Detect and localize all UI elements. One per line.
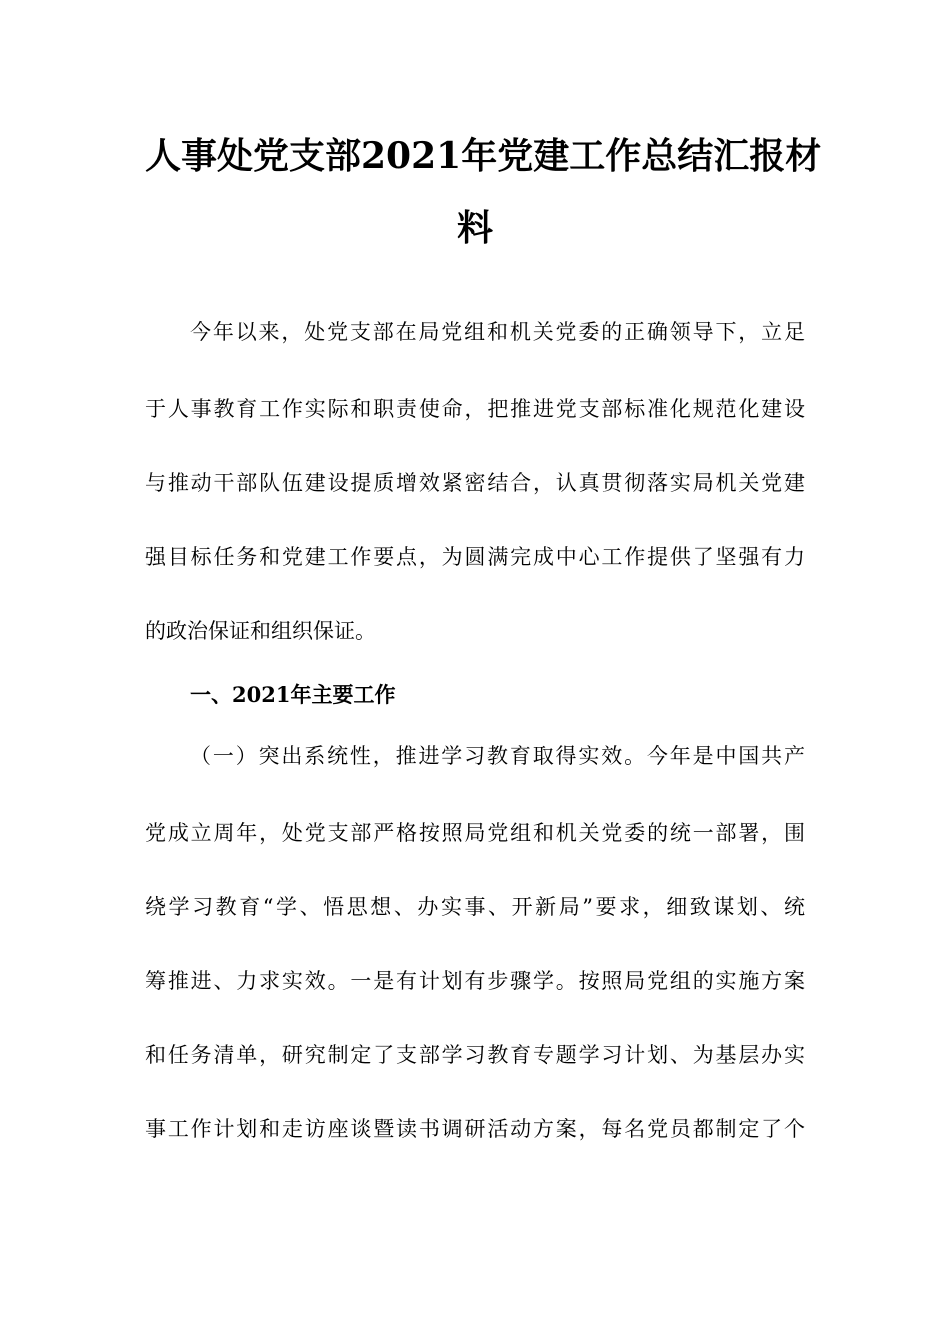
- document-title-line-2: 料: [456, 207, 493, 249]
- subsection-paragraph-line: 事工作计划和走访座谈暨读书调研活动方案，每名党员都制定了个: [145, 1117, 805, 1141]
- intro-paragraph-line: 与推动干部队伍建设提质增效紧密结合，认真贯彻落实局机关党建: [145, 471, 805, 495]
- intro-paragraph-line: 的政治保证和组织保证。: [145, 619, 376, 643]
- intro-paragraph-line: 于人事教育工作实际和职责使命，把推进党支部标准化规范化建设: [145, 397, 805, 421]
- document-title-line-1: 人事处党支部2021年党建工作总结汇报材: [145, 135, 822, 177]
- subsection-paragraph-line: （一）突出系统性，推进学习教育取得实效。今年是中国共产: [190, 744, 805, 768]
- intro-paragraph-line: 今年以来，处党支部在局党组和机关党委的正确领导下，立足: [190, 320, 805, 344]
- section-heading: 一、2021年主要工作: [190, 682, 396, 707]
- subsection-paragraph-line: 筹推进、力求实效。一是有计划有步骤学。按照局党组的实施方案: [145, 969, 805, 993]
- subsection-paragraph-line: 党成立周年，处党支部严格按照局党组和机关党委的统一部署，围: [145, 821, 805, 845]
- subsection-paragraph-line: 绕学习教育“学、悟思想、办实事、开新局”要求，细致谋划、统: [145, 895, 805, 919]
- intro-paragraph-line: 强目标任务和党建工作要点，为圆满完成中心工作提供了坚强有力: [145, 545, 805, 569]
- subsection-paragraph-line: 和任务清单，研究制定了支部学习教育专题学习计划、为基层办实: [145, 1043, 805, 1067]
